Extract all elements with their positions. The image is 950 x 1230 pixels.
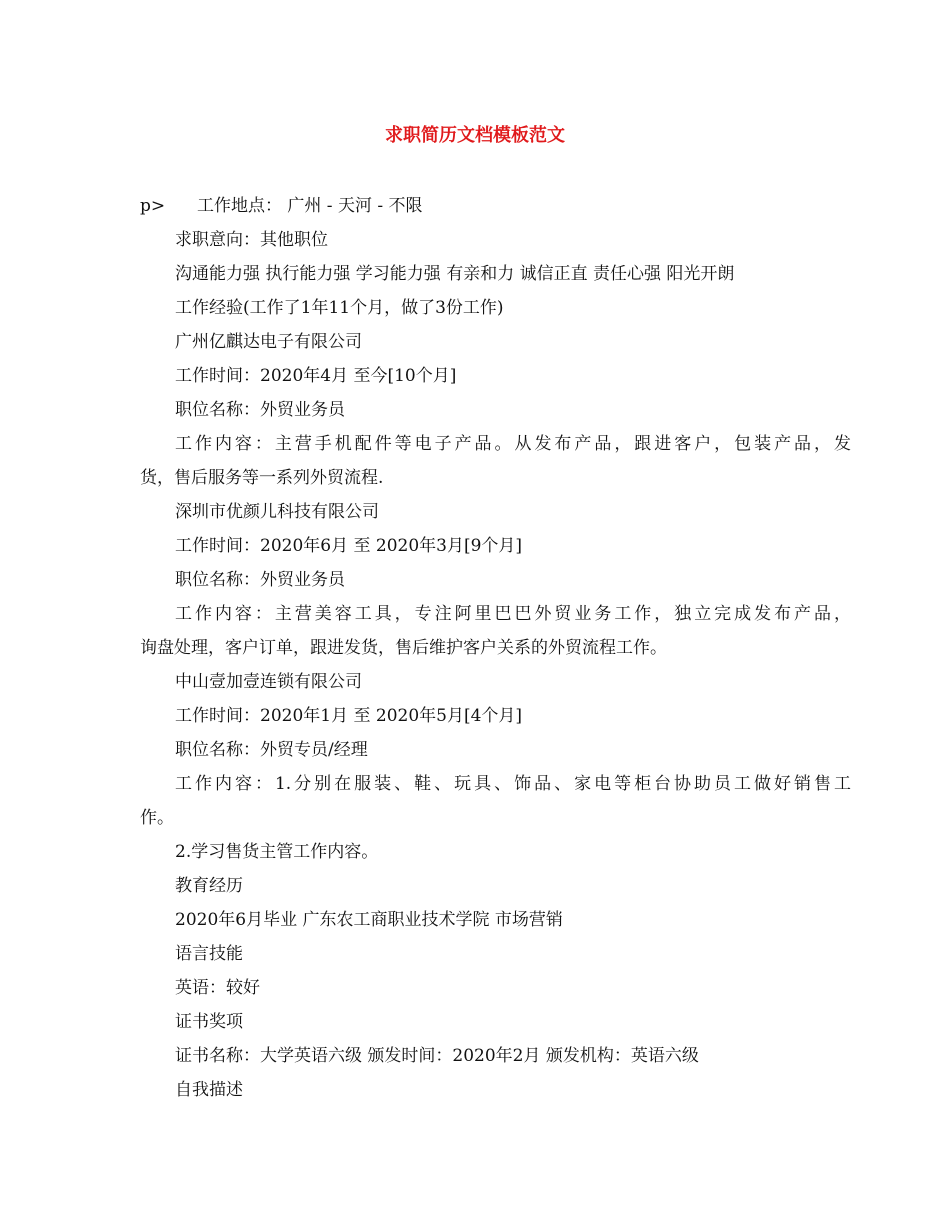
company-3-content-line-3: 2.学习售货主管工作内容。 [175,842,379,862]
self-description-heading: 自我描述 [175,1080,243,1100]
company-1-position: 职位名称：外贸业务员 [175,400,345,420]
certificate-detail: 证书名称：大学英语六级 颁发时间：2020年2月 颁发机构：英语六级 [175,1046,699,1066]
stray-prefix: p> [140,196,166,216]
skills-summary: 沟通能力强 执行能力强 学习能力强 有亲和力 诚信正直 责任心强 阳光开朗 [175,264,735,284]
company-3-content-line-2: 作。 [140,808,174,828]
company-3-content-line-1: 工作内容：1.分别在服装、鞋、玩具、饰品、家电等柜台协助员工做好销售工 [175,774,851,794]
company-3-position: 职位名称：外贸专员/经理 [175,740,368,760]
education-detail: 2020年6月毕业 广东农工商职业技术学院 市场营销 [175,910,563,930]
language-detail: 英语：较好 [175,978,260,998]
company-1-name: 广州亿麒达电子有限公司 [175,332,362,352]
company-2-content-line-1: 工作内容：主营美容工具，专注阿里巴巴外贸业务工作，独立完成发布产品， [175,604,851,624]
company-2-name: 深圳市优颜儿科技有限公司 [175,502,379,522]
company-2-time: 工作时间：2020年6月 至 2020年3月[9个月] [175,536,523,556]
work-experience-summary: 工作经验(工作了1年11个月，做了3份工作) [175,298,504,318]
company-3-name: 中山壹加壹连锁有限公司 [175,672,362,692]
document-title: 求职简历文档模板范文 [385,125,565,146]
job-intention: 求职意向：其他职位 [175,230,328,250]
company-2-content-line-2: 询盘处理，客户订单，跟进发货，售后维护客户关系的外贸流程工作。 [140,638,667,658]
company-1-content-line-2: 货，售后服务等一系列外贸流程. [140,468,384,488]
certificate-heading: 证书奖项 [175,1012,243,1032]
company-1-time: 工作时间：2020年4月 至今[10个月] [175,366,457,386]
work-location-line [140,189,816,223]
work-location: 工作地点： 广州 - 天河 - 不限 [197,196,423,216]
language-heading: 语言技能 [175,944,243,964]
education-heading: 教育经历 [175,876,243,896]
company-2-position: 职位名称：外贸业务员 [175,570,345,590]
company-3-time: 工作时间：2020年1月 至 2020年5月[4个月] [175,706,523,726]
company-1-content-line-1: 工作内容：主营手机配件等电子产品。从发布产品，跟进客户，包装产品，发 [175,434,851,454]
